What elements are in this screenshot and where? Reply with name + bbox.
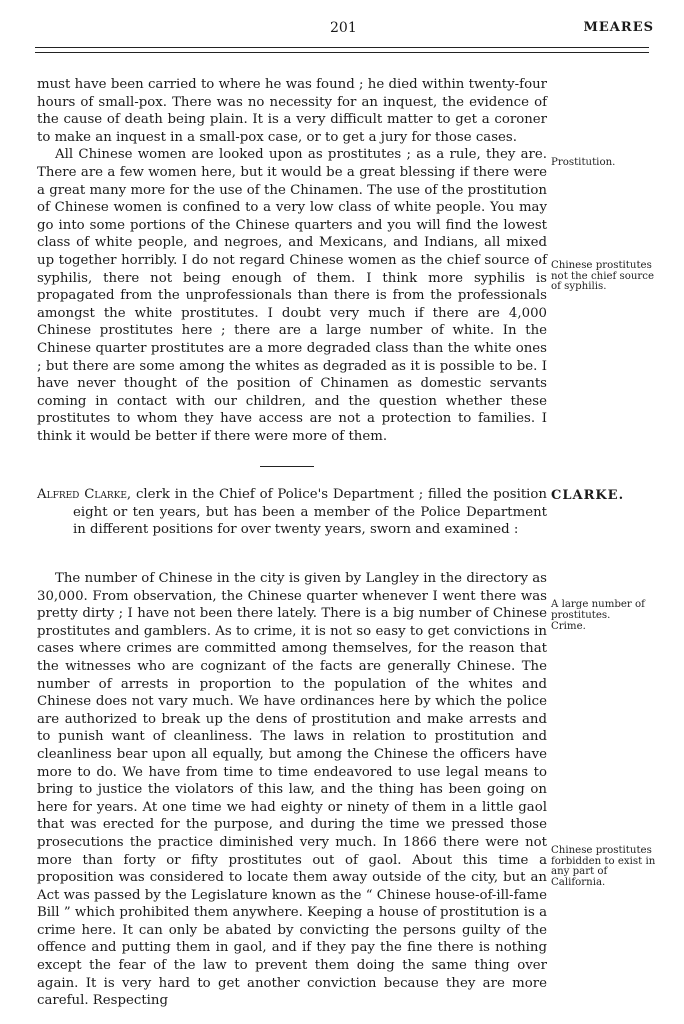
margin-note-large-number: A large number of prostitutes. bbox=[551, 599, 645, 621]
section-2 bbox=[37, 570, 547, 1010]
paragraph-3: The number of Chinese in the city is given by Langley in the directory as 30,000. From observation, the Chinese quarter whenever I went there was pretty dirty ; I have not been there lately. There is a big number of Chinese prostitutes and gamblers. As to crime, it is not so easy to get convictions in cases where crimes are committed among themselves, for the reason that the witnesses who are cognizant of the facts are generally Chinese. The number of arrests in proportion to the population of the whites and Chinese does not vary much. We have ordinances here by which the police are authorized to break up the dens of prostitution and make arrests and to punish want of cleanliness. The laws in relation to prostitution and cleanliness bear upon all equally, but among the Chinese the officers have more to do. We have from time to time endeavored to use legal means to bring to justice the violators of this law, and the thing has been going on here for years. At one time we had eighty or ninety of them in a little gaol that was erected for the purpose, and during the time we pressed those prosecutions the practice diminished very much. In 1866 there were not more than forty or fifty prostitutes out of gaol. About this time a proposition was considered to locate them away outside of the city, but an Act was passed by the Legislature known as the “ Chinese house-of-ill-fame Bill ” which prohibited them anywhere. Keeping a house of prostitution is a crime here. It can only be abated by convicting the persons guilty of the offence and putting them in gaol, and if they pay the fine there is nothing except the fear of the law to prevent them doing the same thing over again. It is very hard to get another conviction because they are more careful. Respecting bbox=[37, 571, 547, 1009]
page-number: 201 bbox=[330, 20, 357, 36]
margin-note-california: Chinese prostitutes forbidden to exist in any part of California. bbox=[551, 845, 656, 888]
witness-heading bbox=[37, 486, 547, 539]
paragraph-2: All Chinese women are looked upon as prostitutes ; as a rule, they are. There are a few women here, but it would be a great blessing if there were a great many more for the use of the Chinamen. The use of the prostitution of Chinese women is confined to a very low class of white people. You may go into some portions of the Chinese quarters and you will find the lowest class of white people, and negroes, and Mexicans, and Indians, all mixed up together horribly. I do not regard Chinese women as the chief source of syphilis, there not being enough of them. I think more syphilis is propagated from the unprofessionals than there is from the professionals amongst the white prostitutes. I doubt very much if there are 4,000 Chinese prostitutes here ; there are a large number of white. In the Chinese quarter prostitutes are a more degraded class than the white ones ; but there are some among the whites as degraded as it is possible to be. I have never thought of the position of Chinamen as domestic servants coming in contact with our children, and the question whether these prostitutes to whom they have access are not a protection to families. I think it would be better if there were more of them. bbox=[37, 147, 547, 444]
margin-note-crime: Crime. bbox=[551, 621, 586, 632]
margin-note-syphilis: Chinese prostitutes not the chief source of syphilis. bbox=[551, 260, 655, 293]
running-head: MEARES bbox=[583, 20, 654, 35]
witness-name: Alfred Clarke, bbox=[37, 487, 132, 502]
header-rule bbox=[35, 47, 649, 53]
section-divider bbox=[260, 466, 314, 467]
paragraph-1: must have been carried to where he was found ; he died within twenty-four hours of small-pox. There was no necessity for an inquest, the evidence of the cause of death being plain. It is a very difficult matter to get a coroner to make an inquest in a small-pox case, or to get a jury for those cases. bbox=[37, 77, 547, 145]
witness-intro: clerk in the Chief of Police's Department ; filled the position eight or ten years, but has been a member of the Police Department in different positions for over twenty years, sworn and examined : bbox=[73, 487, 547, 538]
margin-witness-name: CLARKE. bbox=[551, 488, 625, 503]
margin-note-prostitution: Prostitution. bbox=[551, 157, 616, 168]
section-1 bbox=[37, 76, 547, 445]
